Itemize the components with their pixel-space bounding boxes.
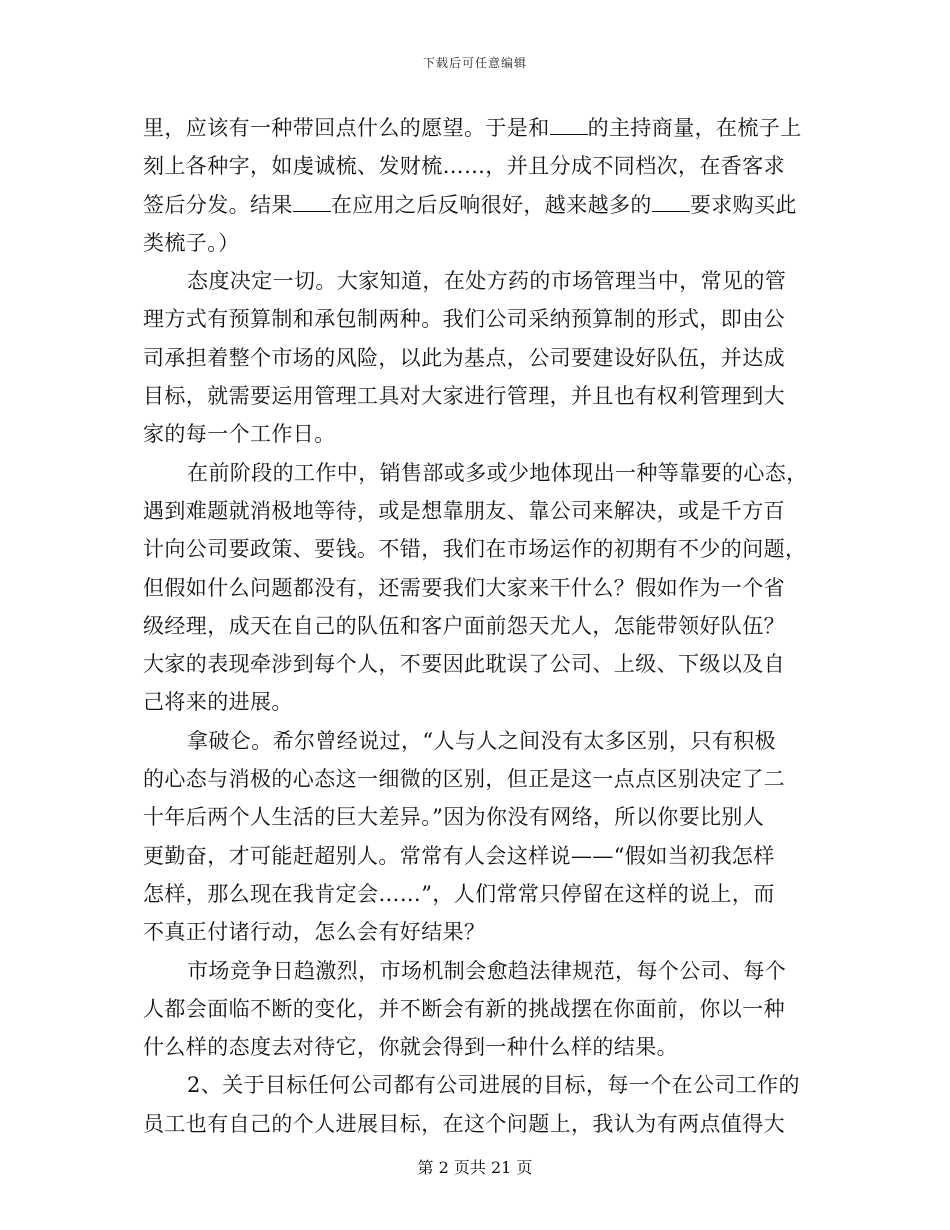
text-line: 目标，就需要运用管理工具对大家进行管理，并且也有权利管理到大	[143, 384, 785, 409]
text-line: 级经理，成天在自己的队伍和客户面前怨天尤人，怎能带领好队伍？	[143, 613, 785, 638]
paragraph-start: 市场竞争日趋激烈，市场机制会愈趋法律规范，每个公司、每个	[187, 958, 787, 983]
text-line	[143, 186, 803, 224]
fill-blank	[652, 193, 690, 212]
text-line: 司承担着整个市场的风险，以此为基点，公司要建设好队伍，并达成	[143, 345, 785, 370]
text-line: 类梳子。）	[143, 230, 240, 255]
text-segment: 要求购买此	[689, 192, 797, 217]
paragraph-start: 2、关于目标任何公司都有公司进展的目标，每一个在公司工作的	[187, 1073, 800, 1098]
text-line: 但假如什么问题都没有，还需要我们大家来干什么？假如作为一个省	[143, 575, 785, 600]
fill-blank	[293, 193, 331, 212]
text-line: 不真正付诸行动，怎么会有好结果？	[143, 920, 486, 945]
fill-blank	[550, 116, 588, 135]
text-line: 怎样，那么现在我肯定会……”，人们常常只停留在这样的说上，而	[143, 881, 775, 906]
text-line: 员工也有自己的个人进展目标，在这个问题上，我认为有两点值得大	[143, 1111, 785, 1136]
text-line: 什么样的态度去对待它，你就会得到一种什么样的结果。	[143, 1035, 678, 1060]
text-segment: 的主持商量，在梳子上	[587, 116, 802, 140]
text-line: 大家的表现牵涉到每个人，不要因此耽误了公司、上级、下级以及自	[143, 652, 785, 677]
text-line: 十年后两个人生活的巨大差异。”因为你没有网络，所以你要比别人	[143, 805, 765, 830]
paragraph-start: 拿破仑。希尔曾经说过，“人与人之间没有太多区别，只有积极	[187, 728, 776, 753]
text-line: 刻上各种字，如虔诚梳、发财梳……，并且分成不同档次，在香客求	[143, 154, 785, 179]
text-line	[143, 109, 803, 147]
text-segment: 里，应该有一种带回点什么的愿望。于是和	[143, 116, 550, 140]
text-line: 遇到难题就消极地等待，或是想靠朋友、靠公司来解决，或是千方百	[143, 498, 785, 523]
text-line: 家的每一个工作日。	[143, 422, 336, 447]
paragraph-start: 在前阶段的工作中，销售部或多或少地体现出一种等靠要的心态，	[187, 460, 808, 485]
text-line: 更勤奋，才可能赶超别人。常常有人会这样说——“假如当初我怎样	[143, 843, 775, 868]
text-line: 计向公司要政策、要钱。不错，我们在市场运作的初期有不少的问题，	[143, 537, 807, 562]
document-body	[143, 109, 808, 1143]
text-segment: 在应用之后反响很好，越来越多的	[330, 192, 652, 217]
page-footer: 第 2 页共 21 页	[417, 1158, 533, 1177]
text-line: 己将来的进展。	[143, 690, 293, 715]
text-line: 的心态与消极的心态这一细微的区别，但正是这一点点区别决定了二	[143, 767, 785, 792]
page-header: 下载后可任意编辑	[422, 56, 527, 70]
paragraph-start: 态度决定一切。大家知道，在处方药的市场管理当中，常见的管	[187, 269, 787, 294]
text-segment: 签后分发。结果	[143, 192, 293, 217]
text-line: 理方式有预算制和承包制两种。我们公司采纳预算制的形式，即由公	[143, 307, 785, 332]
text-line: 人都会面临不断的变化，并不断会有新的挑战摆在你面前，你以一种	[143, 996, 785, 1021]
